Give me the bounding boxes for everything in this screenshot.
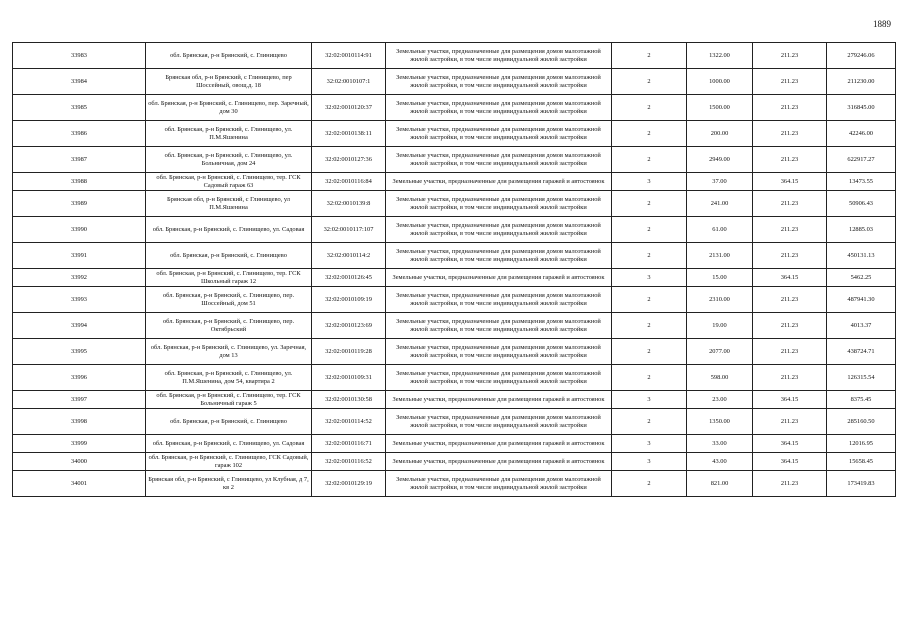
land-use-type-cell: Земельные участки, предназначенные для размещения домов малоэтажной жилой застройки, в том числе индивидуальной жилой застройки <box>386 471 612 497</box>
area-cell: 1350.00 <box>687 409 753 435</box>
area-cell: 61.00 <box>687 217 753 243</box>
cadastral-value-cell: 126315.54 <box>827 365 896 391</box>
cadastral-number-cell: 32:02:0010130:58 <box>312 391 386 409</box>
table-row <box>13 365 896 391</box>
cadastral-number-cell: 32:02:0010107:1 <box>312 69 386 95</box>
land-use-type-cell: Земельные участки, предназначенные для размещения домов малоэтажной жилой застройки, в том числе индивидуальной жилой застройки <box>386 95 612 121</box>
table-row <box>13 287 896 313</box>
area-cell: 43.00 <box>687 453 753 471</box>
land-use-type-cell: Земельные участки, предназначенные для размещения гаражей и автостоянок <box>386 391 612 409</box>
table-row <box>13 313 896 339</box>
land-use-type-cell: Земельные участки, предназначенные для размещения домов малоэтажной жилой застройки, в том числе индивидуальной жилой застройки <box>386 409 612 435</box>
land-use-type-cell: Земельные участки, предназначенные для размещения домов малоэтажной жилой застройки, в том числе индивидуальной жилой застройки <box>386 191 612 217</box>
cadastral-number-cell: 32:02:0010129:19 <box>312 471 386 497</box>
row-number: 33986 <box>13 121 146 147</box>
cadastral-value-cell: 8375.45 <box>827 391 896 409</box>
group-cell: 2 <box>612 313 687 339</box>
cadastral-number-cell: 32:02:0010109:19 <box>312 287 386 313</box>
row-number: 33988 <box>13 173 146 191</box>
cadastral-number-cell: 32:02:0010138:11 <box>312 121 386 147</box>
specific-value-cell: 211.23 <box>753 121 827 147</box>
address-cell: обл. Брянская, р-н Брянский, с. Глинищево, ул. Садовая <box>146 435 312 453</box>
group-cell: 3 <box>612 173 687 191</box>
address-cell: Брянская обл, р-н Брянский, с Глинищево, ул Клубная, д 7, кв 2 <box>146 471 312 497</box>
area-cell: 2310.00 <box>687 287 753 313</box>
specific-value-cell: 211.23 <box>753 43 827 69</box>
row-number: 33983 <box>13 43 146 69</box>
group-cell: 2 <box>612 121 687 147</box>
cadastral-value-cell: 4013.37 <box>827 313 896 339</box>
address-cell: обл. Брянская, р-н Брянский, с. Глинищево, ГСК Садовый, гараж 102 <box>146 453 312 471</box>
table-row <box>13 339 896 365</box>
land-use-type-cell: Земельные участки, предназначенные для размещения гаражей и автостоянок <box>386 269 612 287</box>
cadastral-value-cell: 12016.95 <box>827 435 896 453</box>
land-use-type-cell: Земельные участки, предназначенные для размещения домов малоэтажной жилой застройки, в том числе индивидуальной жилой застройки <box>386 365 612 391</box>
cadastral-value-cell: 12885.03 <box>827 217 896 243</box>
address-cell: Брянская обл, р-н Брянский, с Глинищево, пер Шоссейный, овощ.д. 18 <box>146 69 312 95</box>
cadastral-number-cell: 32:02:0010117:107 <box>312 217 386 243</box>
area-cell: 19.00 <box>687 313 753 339</box>
group-cell: 2 <box>612 147 687 173</box>
specific-value-cell: 211.23 <box>753 147 827 173</box>
address-cell: обл. Брянская, р-н Брянский, с. Глинищево, тер. ГСК Садовый гараж 63 <box>146 173 312 191</box>
table-row <box>13 453 896 471</box>
address-cell: обл. Брянская, р-н Брянский, с. Глинищево, тер. ГСК Больничный гараж 5 <box>146 391 312 409</box>
row-number: 33985 <box>13 95 146 121</box>
group-cell: 2 <box>612 471 687 497</box>
specific-value-cell: 364.15 <box>753 173 827 191</box>
cadastral-value-cell: 173419.83 <box>827 471 896 497</box>
group-cell: 2 <box>612 191 687 217</box>
land-use-type-cell: Земельные участки, предназначенные для размещения домов малоэтажной жилой застройки, в том числе индивидуальной жилой застройки <box>386 339 612 365</box>
specific-value-cell: 211.23 <box>753 191 827 217</box>
area-cell: 598.00 <box>687 365 753 391</box>
cadastral-value-cell: 5462.25 <box>827 269 896 287</box>
area-cell: 2131.00 <box>687 243 753 269</box>
cadastral-number-cell: 32:02:0010119:28 <box>312 339 386 365</box>
row-number: 33984 <box>13 69 146 95</box>
table-row <box>13 95 896 121</box>
table-row <box>13 173 896 191</box>
group-cell: 3 <box>612 391 687 409</box>
area-cell: 1322.00 <box>687 43 753 69</box>
land-use-type-cell: Земельные участки, предназначенные для размещения домов малоэтажной жилой застройки, в том числе индивидуальной жилой застройки <box>386 121 612 147</box>
cadastral-number-cell: 32:02:0010114:91 <box>312 43 386 69</box>
group-cell: 2 <box>612 243 687 269</box>
specific-value-cell: 211.23 <box>753 243 827 269</box>
specific-value-cell: 364.15 <box>753 391 827 409</box>
specific-value-cell: 364.15 <box>753 269 827 287</box>
table-row <box>13 269 896 287</box>
group-cell: 3 <box>612 435 687 453</box>
group-cell: 2 <box>612 43 687 69</box>
table-row <box>13 471 896 497</box>
row-number: 33989 <box>13 191 146 217</box>
cadastral-value-table <box>12 42 896 497</box>
cadastral-value-cell: 316845.00 <box>827 95 896 121</box>
address-cell: обл. Брянская, р-н Брянский, с. Глинищево, ул. П.М.Яшенина, дом 54, квартира 2 <box>146 365 312 391</box>
cadastral-number-cell: 32:02:0010120:37 <box>312 95 386 121</box>
cadastral-number-cell: 32:02:0010127:36 <box>312 147 386 173</box>
row-number: 34001 <box>13 471 146 497</box>
specific-value-cell: 211.23 <box>753 409 827 435</box>
row-number: 33993 <box>13 287 146 313</box>
group-cell: 2 <box>612 287 687 313</box>
cadastral-number-cell: 32:02:0010114:2 <box>312 243 386 269</box>
table-row <box>13 409 896 435</box>
specific-value-cell: 211.23 <box>753 339 827 365</box>
specific-value-cell: 364.15 <box>753 435 827 453</box>
row-number: 33995 <box>13 339 146 365</box>
specific-value-cell: 211.23 <box>753 95 827 121</box>
area-cell: 1000.00 <box>687 69 753 95</box>
land-use-type-cell: Земельные участки, предназначенные для размещения гаражей и автостоянок <box>386 435 612 453</box>
group-cell: 2 <box>612 95 687 121</box>
row-number: 33998 <box>13 409 146 435</box>
address-cell: обл. Брянская, р-н Брянский, с. Глинищево, пер. Октябрьский <box>146 313 312 339</box>
land-use-type-cell: Земельные участки, предназначенные для размещения гаражей и автостоянок <box>386 173 612 191</box>
table-row <box>13 391 896 409</box>
specific-value-cell: 211.23 <box>753 365 827 391</box>
address-cell: Брянская обл, р-н Брянский, с Глинищево, ул П.М.Яшенина <box>146 191 312 217</box>
cadastral-value-cell: 622917.27 <box>827 147 896 173</box>
row-number: 33999 <box>13 435 146 453</box>
row-number: 34000 <box>13 453 146 471</box>
area-cell: 1500.00 <box>687 95 753 121</box>
specific-value-cell: 211.23 <box>753 287 827 313</box>
group-cell: 3 <box>612 453 687 471</box>
area-cell: 241.00 <box>687 191 753 217</box>
area-cell: 821.00 <box>687 471 753 497</box>
table-row <box>13 435 896 453</box>
area-cell: 37.00 <box>687 173 753 191</box>
table-row <box>13 217 896 243</box>
cadastral-value-cell: 211230.00 <box>827 69 896 95</box>
area-cell: 2949.00 <box>687 147 753 173</box>
land-use-type-cell: Земельные участки, предназначенные для размещения домов малоэтажной жилой застройки, в том числе индивидуальной жилой застройки <box>386 69 612 95</box>
land-use-type-cell: Земельные участки, предназначенные для размещения домов малоэтажной жилой застройки, в том числе индивидуальной жилой застройки <box>386 287 612 313</box>
address-cell: обл. Брянская, р-н Брянский, с. Глинищево, пер. Шоссейный, дом 51 <box>146 287 312 313</box>
table-row <box>13 191 896 217</box>
area-cell: 33.00 <box>687 435 753 453</box>
address-cell: обл. Брянская, р-н Брянский, с. Глинищево, ул. П.М.Яшенина <box>146 121 312 147</box>
cadastral-number-cell: 32:02:0010109:31 <box>312 365 386 391</box>
table-row <box>13 69 896 95</box>
group-cell: 2 <box>612 217 687 243</box>
table-row <box>13 243 896 269</box>
address-cell: обл. Брянская, р-н Брянский, с. Глинищево, ул. Заречная, дом 13 <box>146 339 312 365</box>
area-cell: 15.00 <box>687 269 753 287</box>
cadastral-value-cell: 42246.00 <box>827 121 896 147</box>
address-cell: обл. Брянская, р-н Брянский, с. Глинищево, тер. ГСК Школьный гараж 12 <box>146 269 312 287</box>
group-cell: 2 <box>612 365 687 391</box>
row-number: 33990 <box>13 217 146 243</box>
cadastral-value-cell: 50906.43 <box>827 191 896 217</box>
specific-value-cell: 211.23 <box>753 313 827 339</box>
table-row <box>13 43 896 69</box>
group-cell: 2 <box>612 69 687 95</box>
cadastral-value-cell: 15658.45 <box>827 453 896 471</box>
land-use-type-cell: Земельные участки, предназначенные для размещения домов малоэтажной жилой застройки, в том числе индивидуальной жилой застройки <box>386 313 612 339</box>
land-use-type-cell: Земельные участки, предназначенные для размещения гаражей и автостоянок <box>386 453 612 471</box>
specific-value-cell: 211.23 <box>753 217 827 243</box>
cadastral-number-cell: 32:02:0010123:69 <box>312 313 386 339</box>
land-use-type-cell: Земельные участки, предназначенные для размещения домов малоэтажной жилой застройки, в том числе индивидуальной жилой застройки <box>386 243 612 269</box>
cadastral-value-cell: 438724.71 <box>827 339 896 365</box>
specific-value-cell: 211.23 <box>753 69 827 95</box>
land-use-type-cell: Земельные участки, предназначенные для размещения домов малоэтажной жилой застройки, в том числе индивидуальной жилой застройки <box>386 147 612 173</box>
row-number: 33997 <box>13 391 146 409</box>
cadastral-number-cell: 32:02:0010116:52 <box>312 453 386 471</box>
group-cell: 2 <box>612 409 687 435</box>
cadastral-number-cell: 32:02:0010126:45 <box>312 269 386 287</box>
cadastral-number-cell: 32:02:0010116:84 <box>312 173 386 191</box>
land-use-type-cell: Земельные участки, предназначенные для размещения домов малоэтажной жилой застройки, в том числе индивидуальной жилой застройки <box>386 43 612 69</box>
row-number: 33991 <box>13 243 146 269</box>
address-cell: обл. Брянская, р-н Брянский, с. Глинищево, ул. Больничная, дом 24 <box>146 147 312 173</box>
cadastral-value-cell: 450131.13 <box>827 243 896 269</box>
cadastral-number-cell: 32:02:0010116:71 <box>312 435 386 453</box>
page-number: 1889 <box>873 19 891 29</box>
address-cell: обл. Брянская, р-н Брянский, с. Глинищево <box>146 409 312 435</box>
cadastral-number-cell: 32:02:0010139:8 <box>312 191 386 217</box>
table-row <box>13 147 896 173</box>
address-cell: обл. Брянская, р-н Брянский, с. Глинищево <box>146 243 312 269</box>
table-row <box>13 121 896 147</box>
specific-value-cell: 364.15 <box>753 453 827 471</box>
cadastral-number-cell: 32:02:0010114:52 <box>312 409 386 435</box>
group-cell: 2 <box>612 339 687 365</box>
area-cell: 2077.00 <box>687 339 753 365</box>
cadastral-value-cell: 285160.50 <box>827 409 896 435</box>
row-number: 33996 <box>13 365 146 391</box>
row-number: 33994 <box>13 313 146 339</box>
area-cell: 23.00 <box>687 391 753 409</box>
row-number: 33992 <box>13 269 146 287</box>
cadastral-value-cell: 487941.30 <box>827 287 896 313</box>
specific-value-cell: 211.23 <box>753 471 827 497</box>
group-cell: 3 <box>612 269 687 287</box>
land-use-type-cell: Земельные участки, предназначенные для размещения домов малоэтажной жилой застройки, в том числе индивидуальной жилой застройки <box>386 217 612 243</box>
area-cell: 200.00 <box>687 121 753 147</box>
cadastral-value-cell: 279246.06 <box>827 43 896 69</box>
row-number: 33987 <box>13 147 146 173</box>
address-cell: обл. Брянская, р-н Брянский, с. Глинищево, пер. Заречный, дом 30 <box>146 95 312 121</box>
cadastral-value-cell: 13473.55 <box>827 173 896 191</box>
address-cell: обл. Брянская, р-н Брянский, с. Глинищево <box>146 43 312 69</box>
address-cell: обл. Брянская, р-н Брянский, с. Глинищево, ул. Садовая <box>146 217 312 243</box>
